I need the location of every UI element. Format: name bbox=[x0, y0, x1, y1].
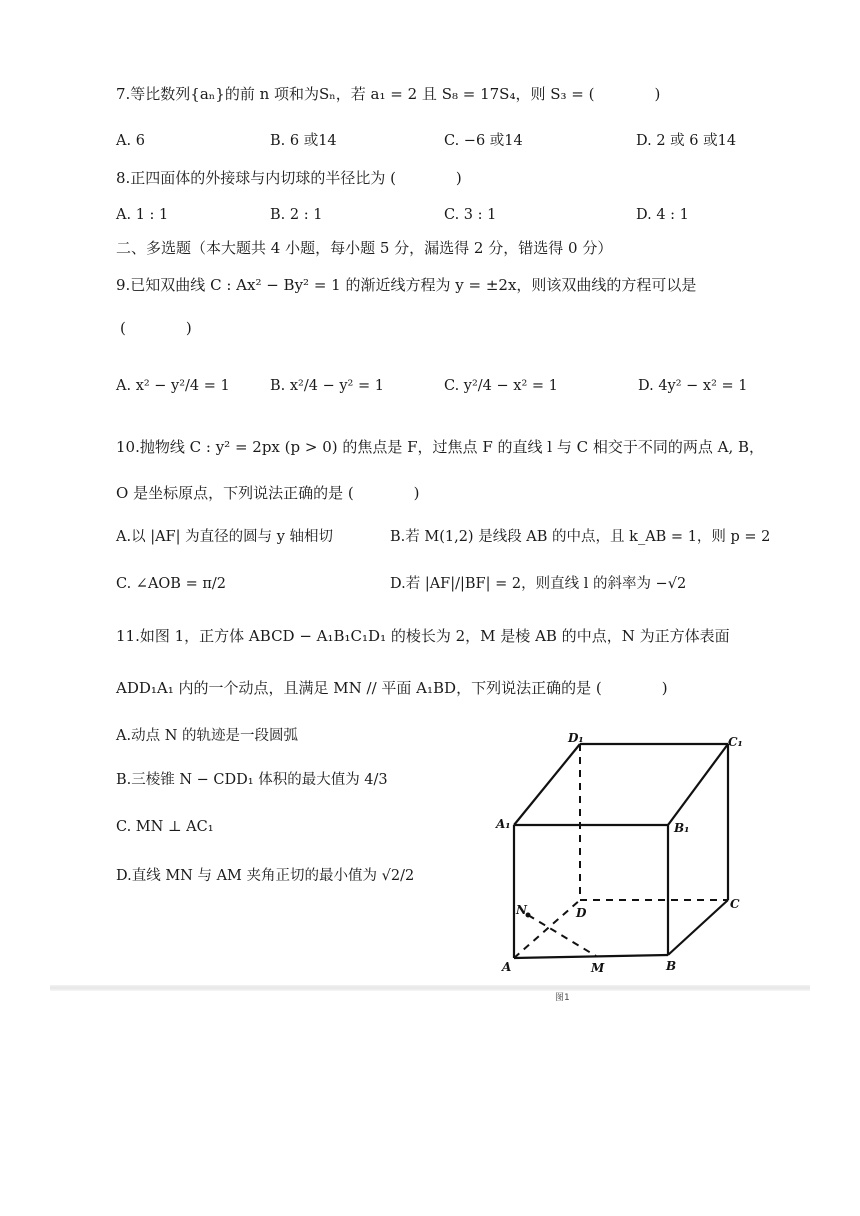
q9-option-b: B. x²/4 − y² = 1 bbox=[270, 378, 384, 394]
label-b: B bbox=[666, 959, 677, 973]
q7-option-a: A. 6 bbox=[116, 133, 145, 149]
q11-option-a: A.动点 N 的轨迹是一段圆弧 bbox=[116, 728, 298, 744]
q10-option-b: B.若 M(1,2) 是线段 AB 的中点，且 k_AB = 1，则 p = 2 bbox=[390, 529, 771, 545]
q10-stem-line1: 10.抛物线 C : y² = 2px (p > 0) 的焦点是 F，过焦点 F 的直线 l 与 C 相交于不同的两点 A, B， bbox=[116, 438, 765, 456]
label-a: A bbox=[502, 960, 512, 974]
q9-option-c: C. y²/4 − x² = 1 bbox=[444, 378, 558, 394]
label-d: D bbox=[576, 906, 587, 920]
q10-option-d: D.若 |AF|/|BF| = 2，则直线 l 的斜率为 −√2 bbox=[390, 576, 687, 592]
q11-stem-line2: ADD₁A₁ 内的一个动点，且满足 MN // 平面 A₁BD，下列说法正确的是 ( ) bbox=[116, 679, 668, 697]
edge-b-c bbox=[668, 900, 728, 955]
q8-option-c: C. 3 : 1 bbox=[444, 207, 497, 223]
edge-a-b bbox=[514, 955, 668, 958]
label-c: C bbox=[730, 897, 740, 911]
q8-stem: 8.正四面体的外接球与内切球的半径比为 ( ) bbox=[116, 169, 462, 187]
section-heading: 二、多选题（本大题共 4 小题，每小题 5 分，漏选得 2 分，错选得 0 分） bbox=[116, 239, 613, 257]
q8-option-a: A. 1 : 1 bbox=[116, 207, 169, 223]
label-m: M bbox=[591, 961, 605, 975]
q7-option-d: D. 2 或 6 或14 bbox=[636, 133, 737, 149]
edge-a1-d1 bbox=[514, 744, 580, 825]
label-n: N bbox=[516, 903, 527, 917]
q11-option-b: B.三棱锥 N − CDD₁ 体积的最大值为 4/3 bbox=[116, 772, 388, 788]
q9-option-a: A. x² − y²/4 = 1 bbox=[116, 378, 230, 394]
cube-figure bbox=[490, 730, 790, 980]
segment-n-m-hidden bbox=[528, 915, 596, 956]
q8-option-b: B. 2 : 1 bbox=[270, 207, 323, 223]
label-b1: B₁ bbox=[674, 821, 690, 835]
edge-b1-c1 bbox=[668, 744, 728, 825]
label-a1: A₁ bbox=[496, 817, 511, 831]
q7-stem: 7.等比数列{aₙ}的前 n 项和为Sₙ，若 a₁ = 2 且 S₈ = 17S₄，则 S₃ = ( ) bbox=[116, 85, 661, 103]
q8-option-d: D. 4 : 1 bbox=[636, 207, 689, 223]
figure-caption: 图1 bbox=[555, 993, 570, 1003]
q10-stem-line2: O 是坐标原点，下列说法正确的是 ( ) bbox=[116, 484, 420, 502]
q10-option-c: C. ∠AOB = π/2 bbox=[116, 576, 226, 592]
q7-option-b: B. 6 或14 bbox=[270, 133, 337, 149]
q11-stem-line1: 11.如图 1，正方体 ABCD − A₁B₁C₁D₁ 的棱长为 2，M 是棱 AB 的中点，N 为正方体表面 bbox=[116, 627, 730, 645]
q9-stem: 9.已知双曲线 C : Ax² − By² = 1 的渐近线方程为 y = ±2x，则该双曲线的方程可以是 bbox=[116, 276, 697, 294]
q11-option-d: D.直线 MN 与 AM 夹角正切的最小值为 √2/2 bbox=[116, 868, 415, 884]
label-d1: D₁ bbox=[568, 731, 584, 745]
q9-answer-paren: ( ) bbox=[120, 319, 192, 337]
scan-shadow-line bbox=[50, 985, 810, 991]
q10-option-a: A.以 |AF| 为直径的圆与 y 轴相切 bbox=[116, 529, 334, 545]
label-c1: C₁ bbox=[728, 735, 743, 749]
q9-option-d: D. 4y² − x² = 1 bbox=[638, 378, 748, 394]
q7-option-c: C. −6 或14 bbox=[444, 133, 523, 149]
q11-option-c: C. MN ⊥ AC₁ bbox=[116, 819, 214, 835]
